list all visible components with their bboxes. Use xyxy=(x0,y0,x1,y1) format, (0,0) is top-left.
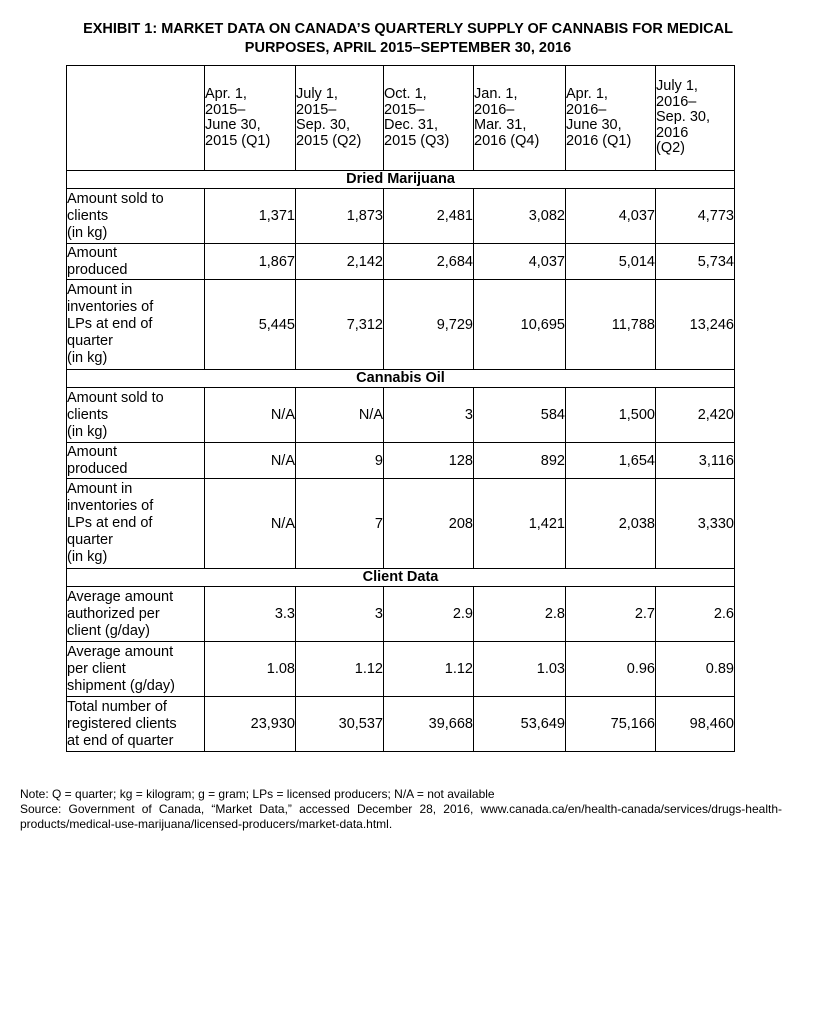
row-label-line: at end of quarter xyxy=(67,732,174,749)
row-label-line: (in kg) xyxy=(67,350,108,366)
row-label xyxy=(67,244,205,280)
table-cell: 2,142 xyxy=(296,244,384,280)
table-cell: 3,330 xyxy=(656,479,735,569)
row-label-line: quarter xyxy=(67,333,113,349)
row-label xyxy=(67,642,205,697)
row-label xyxy=(67,280,205,370)
table-cell: 2.7 xyxy=(566,587,656,642)
column-header: Apr. 1, 2016– June 30, 2016 (Q1) xyxy=(566,66,656,171)
table-cell: 3 xyxy=(384,388,474,443)
table-row xyxy=(67,697,735,752)
table-cell: 4,037 xyxy=(474,244,566,280)
table-cell: 0.89 xyxy=(656,642,735,697)
table-cell: N/A xyxy=(296,388,384,443)
table-cell: 3,116 xyxy=(656,443,735,479)
table-cell: N/A xyxy=(205,388,296,443)
row-label-line: Total number of xyxy=(67,698,167,715)
row-label xyxy=(67,189,205,244)
table-cell: 1.03 xyxy=(474,642,566,697)
table-cell: 1,500 xyxy=(566,388,656,443)
table-cell: 2.6 xyxy=(656,587,735,642)
table-cell: 1,421 xyxy=(474,479,566,569)
table-cell: 1,654 xyxy=(566,443,656,479)
column-header: Oct. 1, 2015– Dec. 31, 2015 (Q3) xyxy=(384,66,474,171)
exhibit-title xyxy=(20,20,796,58)
column-header: July 1, 2015– Sep. 30, 2015 (Q2) xyxy=(296,66,384,171)
table-cell: 2,420 xyxy=(656,388,735,443)
row-label-line: Average amount xyxy=(67,643,174,660)
table-cell: 2.8 xyxy=(474,587,566,642)
row-label-line: Amount in xyxy=(67,481,133,497)
row-label-line: clients xyxy=(67,406,109,423)
table-cell: 13,246 xyxy=(656,280,735,370)
row-label xyxy=(67,587,205,642)
table-cell: 9,729 xyxy=(384,280,474,370)
table-cell: 892 xyxy=(474,443,566,479)
section-header-row xyxy=(67,171,735,189)
table-cell: 584 xyxy=(474,388,566,443)
table-cell: 208 xyxy=(384,479,474,569)
table-cell: 5,445 xyxy=(205,280,296,370)
table-header-row xyxy=(67,66,735,171)
row-label-line: produced xyxy=(67,460,128,477)
table-cell: 11,788 xyxy=(566,280,656,370)
table-cell: 1,873 xyxy=(296,189,384,244)
section-title: Client Data xyxy=(67,569,735,587)
row-label-line: LPs at end of xyxy=(67,515,153,531)
table-cell: 4,773 xyxy=(656,189,735,244)
row-label-line: clients xyxy=(67,207,109,224)
row-label-line: inventories of xyxy=(67,299,154,315)
row-label-line: Amount xyxy=(67,443,117,460)
table-row xyxy=(67,189,735,244)
table-cell: 1.08 xyxy=(205,642,296,697)
row-label-line: Amount xyxy=(67,244,117,261)
section-header-row xyxy=(67,370,735,388)
table-row xyxy=(67,280,735,370)
section-title: Dried Marijuana xyxy=(67,171,735,189)
table-cell: 2,684 xyxy=(384,244,474,280)
table-cell: 9 xyxy=(296,443,384,479)
table-row xyxy=(67,587,735,642)
row-label-line: Amount in xyxy=(67,282,133,298)
row-label xyxy=(67,388,205,443)
exhibit-title-line: EXHIBIT 1: MARKET DATA ON CANADA’S QUARTERLY SUPPLY OF CANNABIS FOR MEDICAL xyxy=(83,21,733,37)
table-cell: 30,537 xyxy=(296,697,384,752)
source-text: Source: Government of Canada, “Market Data,” accessed December 28, 2016, www.canada.ca/en/health-canada/services/drugs-health-products/medical-use-marijuana/licensed-producers/market-data.html. xyxy=(20,802,782,831)
table-row xyxy=(67,244,735,280)
market-data-table xyxy=(66,65,735,752)
row-label-line: client (g/day) xyxy=(67,622,151,639)
table-cell: 128 xyxy=(384,443,474,479)
exhibit-title-line: PURPOSES, APRIL 2015–SEPTEMBER 30, 2016 xyxy=(244,40,572,56)
row-label-line: Amount sold to xyxy=(67,190,164,207)
table-notes xyxy=(20,787,782,832)
table-cell: 2,481 xyxy=(384,189,474,244)
section-title: Cannabis Oil xyxy=(67,370,735,388)
table-cell: N/A xyxy=(205,443,296,479)
table-cell: 3 xyxy=(296,587,384,642)
table-cell: 7,312 xyxy=(296,280,384,370)
table-cell: 10,695 xyxy=(474,280,566,370)
row-label xyxy=(67,697,205,752)
row-label-line: (in kg) xyxy=(67,549,108,565)
table-cell: 7 xyxy=(296,479,384,569)
table-cell: 1,371 xyxy=(205,189,296,244)
table-cell: 5,014 xyxy=(566,244,656,280)
row-label xyxy=(67,443,205,479)
table-cell: 5,734 xyxy=(656,244,735,280)
note-text: Note: Q = quarter; kg = kilogram; g = gram; LPs = licensed producers; N/A = not available xyxy=(20,787,495,801)
row-label-line: LPs at end of xyxy=(67,316,153,332)
row-label-line: produced xyxy=(67,261,128,278)
row-label-line: registered clients xyxy=(67,715,177,732)
column-header: July 1, 2016– Sep. 30, 2016 (Q2) xyxy=(656,66,735,171)
table-cell: 2.9 xyxy=(384,587,474,642)
table-cell: 75,166 xyxy=(566,697,656,752)
header-corner-cell xyxy=(67,66,205,171)
table-row xyxy=(67,642,735,697)
row-label-line: Amount sold to xyxy=(67,389,164,406)
table-cell: 53,649 xyxy=(474,697,566,752)
row-label-line: Average amount xyxy=(67,588,174,605)
table-cell: N/A xyxy=(205,479,296,569)
row-label-line: per client xyxy=(67,660,126,677)
table-row xyxy=(67,479,735,569)
table-cell: 1,867 xyxy=(205,244,296,280)
table-cell: 23,930 xyxy=(205,697,296,752)
table-cell: 1.12 xyxy=(296,642,384,697)
table-cell: 0.96 xyxy=(566,642,656,697)
table-cell: 98,460 xyxy=(656,697,735,752)
table-row xyxy=(67,443,735,479)
section-header-row xyxy=(67,569,735,587)
row-label-line: (in kg) xyxy=(67,423,108,440)
row-label-line: authorized per xyxy=(67,605,160,622)
table-cell: 1.12 xyxy=(384,642,474,697)
row-label xyxy=(67,479,205,569)
table-cell: 2,038 xyxy=(566,479,656,569)
table-cell: 4,037 xyxy=(566,189,656,244)
table-cell: 3.3 xyxy=(205,587,296,642)
table-row xyxy=(67,388,735,443)
column-header: Apr. 1, 2015– June 30, 2015 (Q1) xyxy=(205,66,296,171)
row-label-line: shipment (g/day) xyxy=(67,677,175,694)
table-cell: 39,668 xyxy=(384,697,474,752)
row-label-line: quarter xyxy=(67,532,113,548)
table-cell: 3,082 xyxy=(474,189,566,244)
row-label-line: inventories of xyxy=(67,498,154,514)
row-label-line: (in kg) xyxy=(67,224,108,241)
column-header: Jan. 1, 2016– Mar. 31, 2016 (Q4) xyxy=(474,66,566,171)
